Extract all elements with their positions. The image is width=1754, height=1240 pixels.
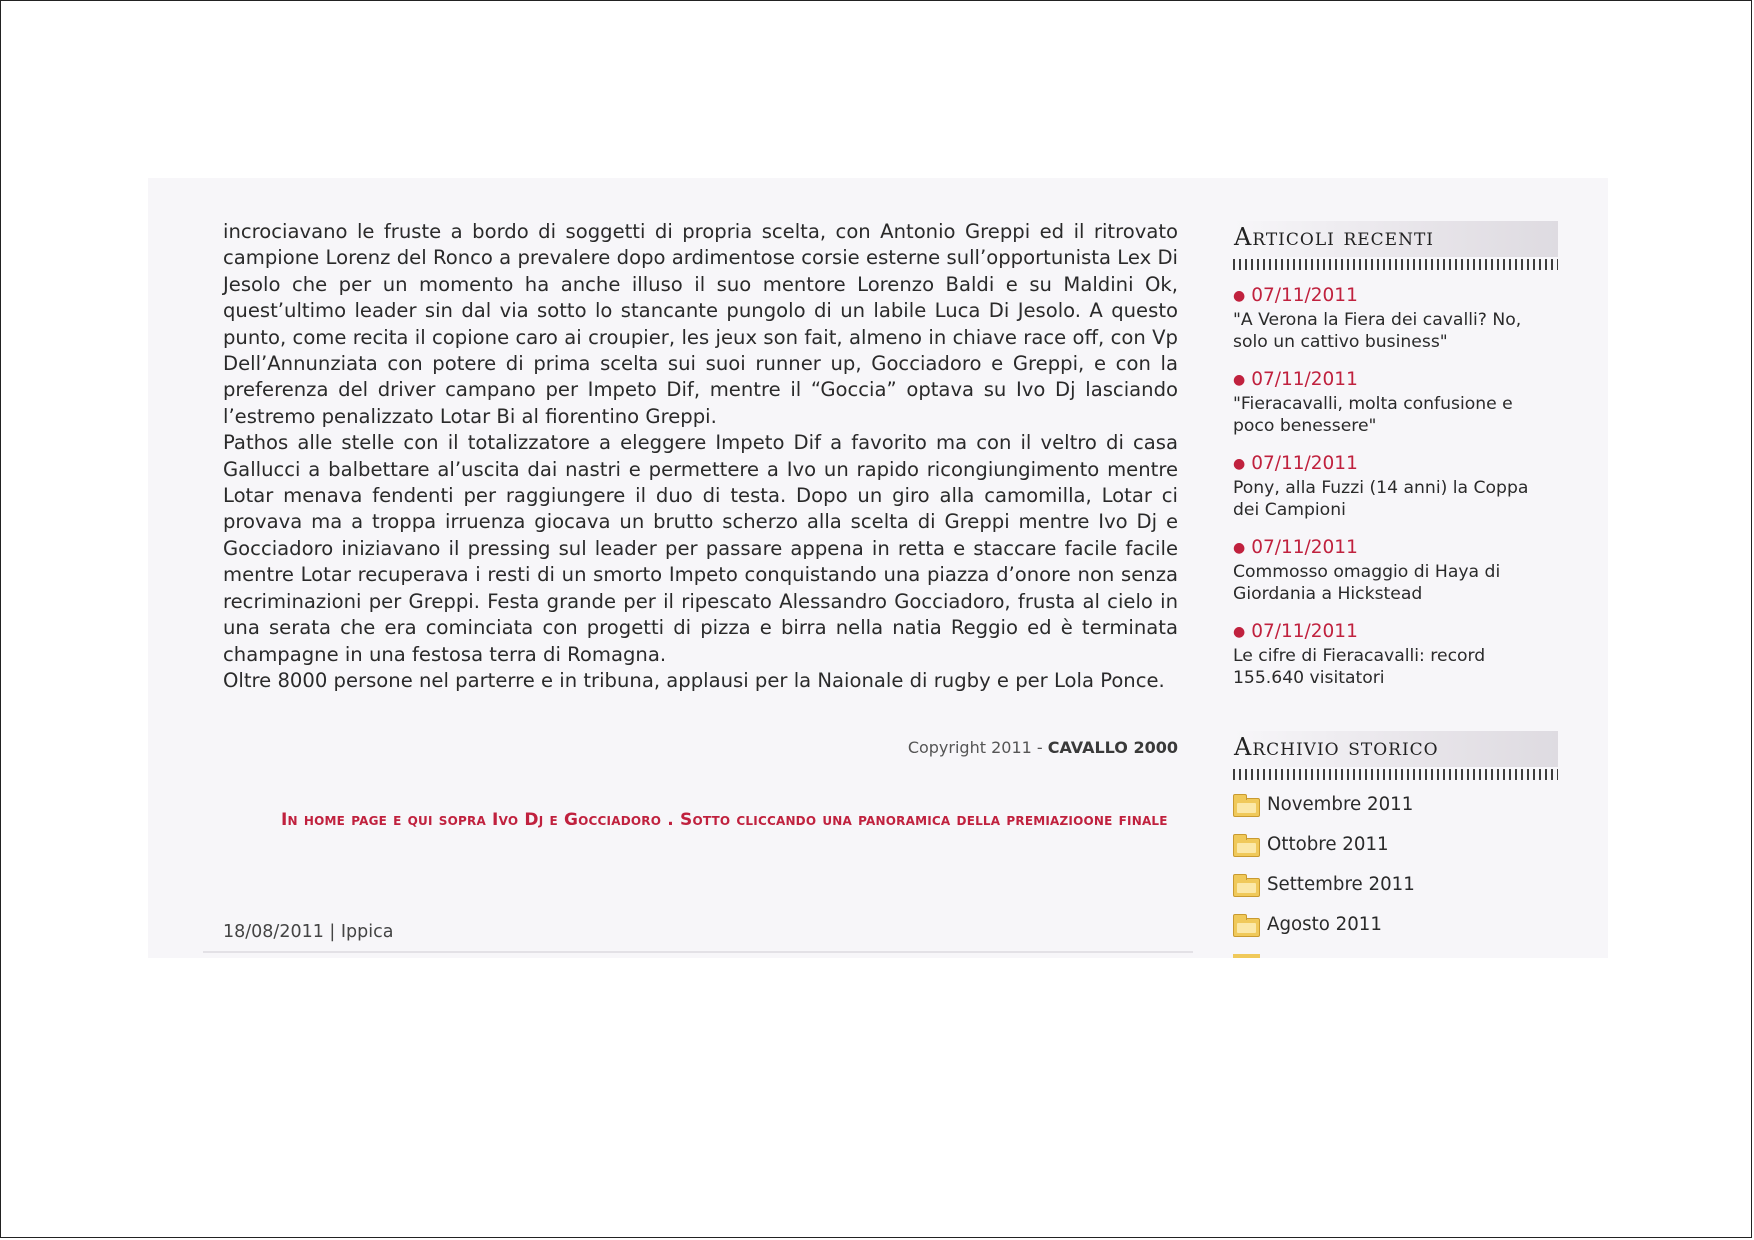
- bullet-icon: ●: [1233, 372, 1246, 388]
- recent-article-link[interactable]: "A Verona la Fiera dei cavalli? No, solo un cattivo business": [1233, 310, 1522, 352]
- recent-article-item[interactable]: [1233, 537, 1558, 605]
- photo-caption: [223, 806, 1178, 834]
- bullet-icon: ●: [1233, 288, 1246, 304]
- archive-title: Archivio storico: [1234, 733, 1439, 761]
- folder-icon: [1233, 918, 1260, 937]
- recent-article-link[interactable]: Pony, alla Fuzzi (14 anni) la Coppa dei Campioni: [1233, 478, 1529, 520]
- recent-article-item[interactable]: [1233, 621, 1558, 689]
- recent-article-date: [1233, 285, 1558, 308]
- date-text: 07/11/2011: [1251, 621, 1358, 642]
- folder-icon: [1233, 954, 1260, 958]
- recent-article-item[interactable]: [1233, 369, 1558, 437]
- date-text: 07/11/2011: [1251, 453, 1358, 474]
- meta-divider: [203, 951, 1193, 953]
- archive-month-label: Agosto 2011: [1267, 914, 1382, 935]
- archive-month-label: Ottobre 2011: [1267, 834, 1389, 855]
- archive-month-label: Settembre 2011: [1267, 874, 1415, 895]
- date-text: 07/11/2011: [1251, 369, 1358, 390]
- folder-icon: [1233, 838, 1260, 857]
- bullet-icon: ●: [1233, 456, 1246, 472]
- archive-header: [1233, 731, 1558, 767]
- folder-icon: [1233, 798, 1260, 817]
- recent-article-date: [1233, 369, 1558, 392]
- archive-month-label: Novembre 2011: [1267, 794, 1414, 815]
- recent-article-date: [1233, 453, 1558, 476]
- article-meta: 18/08/2011 | Ippica: [223, 922, 394, 942]
- recent-article-link[interactable]: "Fieracavalli, molta confusione e poco benessere": [1233, 394, 1513, 436]
- article-paragraph: Oltre 8000 persone nel parterre e in tribuna, applausi per la Naionale di rugby e per Lola Ponce.: [223, 668, 1165, 692]
- recent-articles-title: Articoli recenti: [1234, 223, 1435, 251]
- caption-text: In home page e qui sopra Ivo Dj e Gocciadoro . Sotto cliccando una panoramica della premiazioone finale: [281, 810, 1168, 830]
- recent-article-link[interactable]: Le cifre di Fieracavalli: record 155.640 visitatori: [1233, 646, 1486, 688]
- recent-article-date: [1233, 537, 1558, 560]
- bullet-icon: ●: [1233, 540, 1246, 556]
- date-text: 07/11/2011: [1251, 285, 1358, 306]
- recent-article-date: [1233, 621, 1558, 644]
- recent-article-link[interactable]: Commosso omaggio di Haya di Giordania a Hickstead: [1233, 562, 1501, 604]
- recent-articles-header: [1233, 221, 1558, 257]
- tick-divider: [1233, 769, 1558, 780]
- sidebar: [1233, 178, 1558, 958]
- copyright-prefix: Copyright 2011 -: [907, 738, 1048, 757]
- copyright-line: [223, 738, 1178, 757]
- recent-article-item[interactable]: [1233, 453, 1558, 521]
- folder-icon: [1233, 878, 1260, 897]
- tick-divider: [1233, 259, 1558, 270]
- recent-article-item[interactable]: [1233, 285, 1558, 353]
- copyright-brand: CAVALLO 2000: [1047, 738, 1178, 757]
- article-paragraph: Pathos alle stelle con il totalizzatore a eleggere Impeto Dif a favorito ma con il veltro di casa Gallucci a balbettare al’uscita dai nastri e permettere a Ivo un rapido ricongiungimento mentre Lotar menava fendenti per raggiungere il duo di testa. Dopo un giro alla camomilla, Lotar ci provava ma a troppa irruenza giocava un brutto scherzo alla scelta di Greppi mentre Ivo Dj e Gocciadoro iniziavano il pressing sul leader per passare appena in retta e staccare facile facile mentre Lotar recuperava i resti di un smorto Impeto conquistando una piazza d’onore non senza recriminazioni per Greppi. Festa grande per il ripescato Alessandro Gocciadoro, frusta al cielo in una serata che era cominciata con progetti di pizza e birra nella natia Reggio ed è terminata champagne in una festosa terra di Romagna.: [223, 431, 1178, 666]
- article-body: [223, 219, 1178, 694]
- article-paragraph: incrociavano le fruste a bordo di soggetti di propria scelta, con Antonio Greppi ed il ritrovato campione Lorenz del Ronco a prevalere dopo ardimentose corsie esterne sull’opportunista Lex Di Jesolo che per un momento ha anche illuso il suo mentore Lorenzo Baldi e su Maldini Ok, quest’ultimo leader sin dal via sotto lo stancante pungolo di un labile Luca Di Jesolo. A questo punto, come recita il copione caro ai croupier, les jeux son fait, almeno in chiave race off, con Vp Dell’Annunziata con potere di prima scelta sui suoi runner up, Gocciadoro e Greppi, e con la preferenza del driver campano per Impeto Dif, mentre il “Goccia” optava su Ivo Dj lasciando l’estremo penalizzato Lotar Bi al fiorentino Greppi.: [223, 220, 1178, 428]
- date-text: 07/11/2011: [1251, 537, 1358, 558]
- clipped-webpage: [148, 178, 1608, 958]
- bullet-icon: ●: [1233, 624, 1246, 640]
